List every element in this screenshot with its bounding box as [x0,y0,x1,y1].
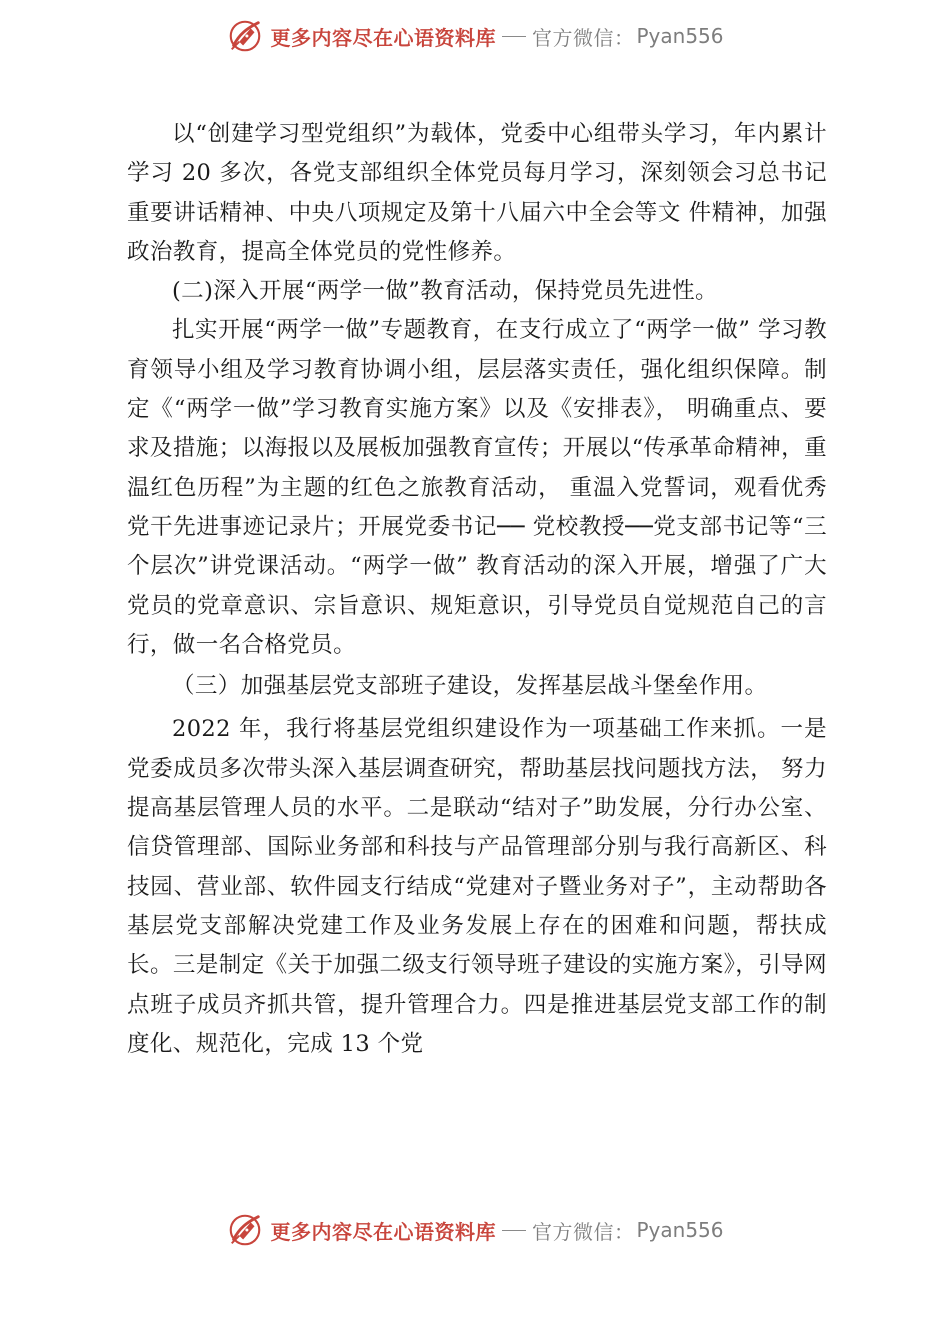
paragraph-study-carrier: 以“创建学习型党组织”为载体，党委中心组带头学习，年内累计学习 20 多次，各党支部组织全体党员每月学习，深刻领会习总书记重要讲话精神、中央八项规定及第十八届六中全会等文 件精神，加强政治教育，提高全体党员的党性修养。 [127,121,827,265]
section-heading-3: （三）加强基层党支部班子建设，发挥基层战斗堡垒作用。 [172,673,768,700]
section-heading-2: (二)深入开展“两学一做”教育活动，保持党员先进性。 [172,278,718,305]
watermark-wechat-handle: Pyan556 [636,1218,724,1242]
watermark-wechat-handle: Pyan556 [636,24,724,48]
document-body [127,115,827,1064]
watermark-brand: 更多内容尽在心语资料库 [270,25,496,50]
watermark-dash [502,1230,526,1231]
pen-nib-logo-icon [226,17,264,55]
watermark-footer [0,1208,950,1252]
watermark-wechat-label: 官方微信： [531,25,635,50]
watermark-brand: 更多内容尽在心语资料库 [270,1219,496,1244]
pen-nib-logo-icon [226,1211,264,1249]
paragraph-two-studies: 扎实开展“两学一做”专题教育，在支行成立了“两学一做” 学习教育领导小组及学习教育协调小组，层层落实责任，强化组织保障。制定《“两学一做”学习教育实施方案》以及《安排表》， 明确重点、要求及措施；以海报以及展板加强教育宣传；开展以“传承革命精神，重温红色历程”为主题的红色之旅教育活动， 重温入党誓词，观看优秀党干先进事迹记录片；开展党委书记── 党校教授──党支部书记等“三个层次”讲党课活动。“两学一做” 教育活动的深入开展，增强了广大党员的党章意识、宗旨意识、规矩意识，引导党员自觉规范自己的言行，做一名合格党员。 [127,317,827,658]
watermark-wechat-label: 官方微信： [531,1219,635,1244]
watermark-dash [502,36,526,37]
paragraph-grassroots: 2022 年，我行将基层党组织建设作为一项基础工作来抓。一是党委成员多次带头深入基层调查研究，帮助基层找问题找方法， 努力提高基层管理人员的水平。二是联动“结对子”助发展，分行办公室、信贷管理部、国际业务部和科技与产品管理部分别与我行高新区、科技园、营业部、软件园支行结成“党建对子暨业务对子”，主动帮助各基层党支部解决党建工作及业务发展上存在的困难和问题，帮扶成长。三是制定《关于加强二级支行领导班子建设的实施方案》，引导网点班子成员齐抓共管，提升管理合力。四是推进基层党支部工作的制度化、规范化，完成 13 个党 [127,716,827,1057]
watermark-header [0,14,950,58]
